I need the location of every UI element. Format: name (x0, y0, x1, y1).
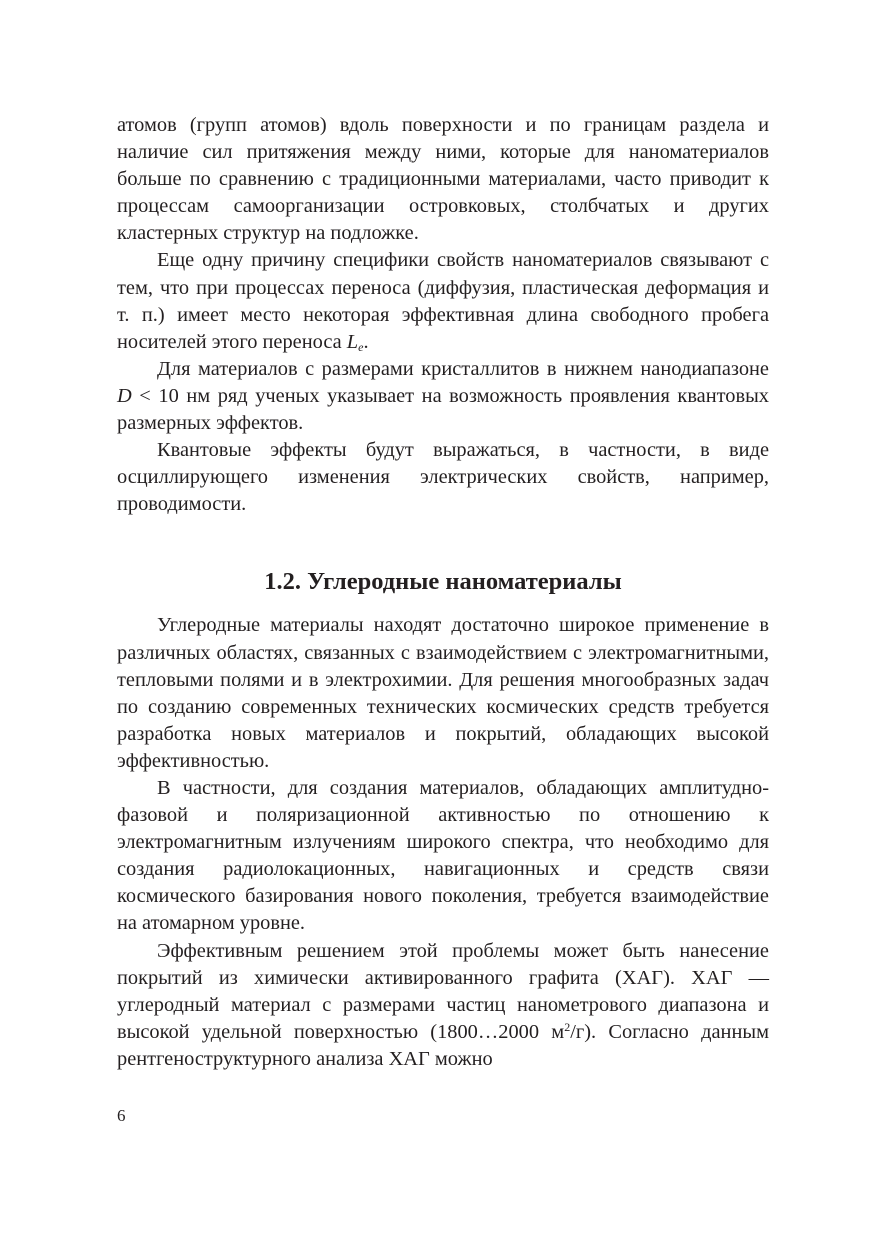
paragraph-transport-length (117, 247, 769, 355)
paragraph-text: Для материалов с размерами кристаллитов в нижнем нанодиапазоне (157, 357, 769, 380)
paragraph-amplitude-phase: В частности, для создания материалов, обладающих амплитудно-фазовой и поляризационной активностью по отношению к электромагнитным излучениям широкого спектра, что необходимо для создания радиолокационных, навигационных и средств связи космического базирования нового поколения, требуется взаимодействие на атомарном уровне. (117, 776, 769, 935)
page-number: 6 (117, 1106, 126, 1125)
paragraph-text: Еще одну причину специфики свойств наноматериалов связывают с тем, что при процессах переноса (диффузия, пластическая деформация и т. п.) имеет место некоторая эффективная длина свободного пробега носителей этого переноса (117, 249, 769, 353)
variable-D: D (117, 384, 132, 407)
paragraph-chemically-activated-graphite (117, 938, 769, 1073)
subscript-e: e (358, 339, 364, 354)
paragraph-quantum-size (117, 356, 769, 437)
section-heading: 1.2. Углеродные наноматериалы (264, 568, 622, 596)
paragraph-text: Эффективным решением этой проблемы может быть нанесение покрытий из химически активированного графита (ХАГ). ХАГ — углеродный материал с размерами частиц нанометрового диапазона и высокой удельной поверхностью (1800…2000 м (117, 939, 769, 1043)
superscript-2: 2 (564, 1019, 571, 1034)
paragraph-carbon-materials: Углеродные материалы находят достаточно широкое применение в различных областях, связанных с взаимодействием с электромагнитными, тепловыми полями и в электрохимии. Для решения многообразных задач по созданию современных технических космических средств требуется разработка новых материалов и покрытий, обладающих высокой эффективностью. (117, 614, 769, 772)
paragraph-continuation: атомов (групп атомов) вдоль поверхности и по границам раздела и наличие сил притяжения между ними, которые для наноматериалов больше по сравнению с традиционными материалами, часто приводит к процессам самоорганизации островковых, столбчатых и других кластерных структур на подложке. (117, 114, 769, 245)
paragraph-end: . (363, 330, 369, 353)
variable-L: L (346, 330, 359, 353)
paragraph-quantum-effects: Квантовые эффекты будут выражаться, в частности, в виде осциллирующего изменения электрических свойств, например, проводимости. (117, 439, 769, 516)
paragraph-end: /г). Согласно данным рентгеноструктурного анализа ХАГ можно (117, 1020, 769, 1070)
paragraph-end: < 10 нм ряд ученых указывает на возможность проявления квантовых размерных эффектов. (117, 384, 769, 435)
page-body (117, 112, 769, 1073)
